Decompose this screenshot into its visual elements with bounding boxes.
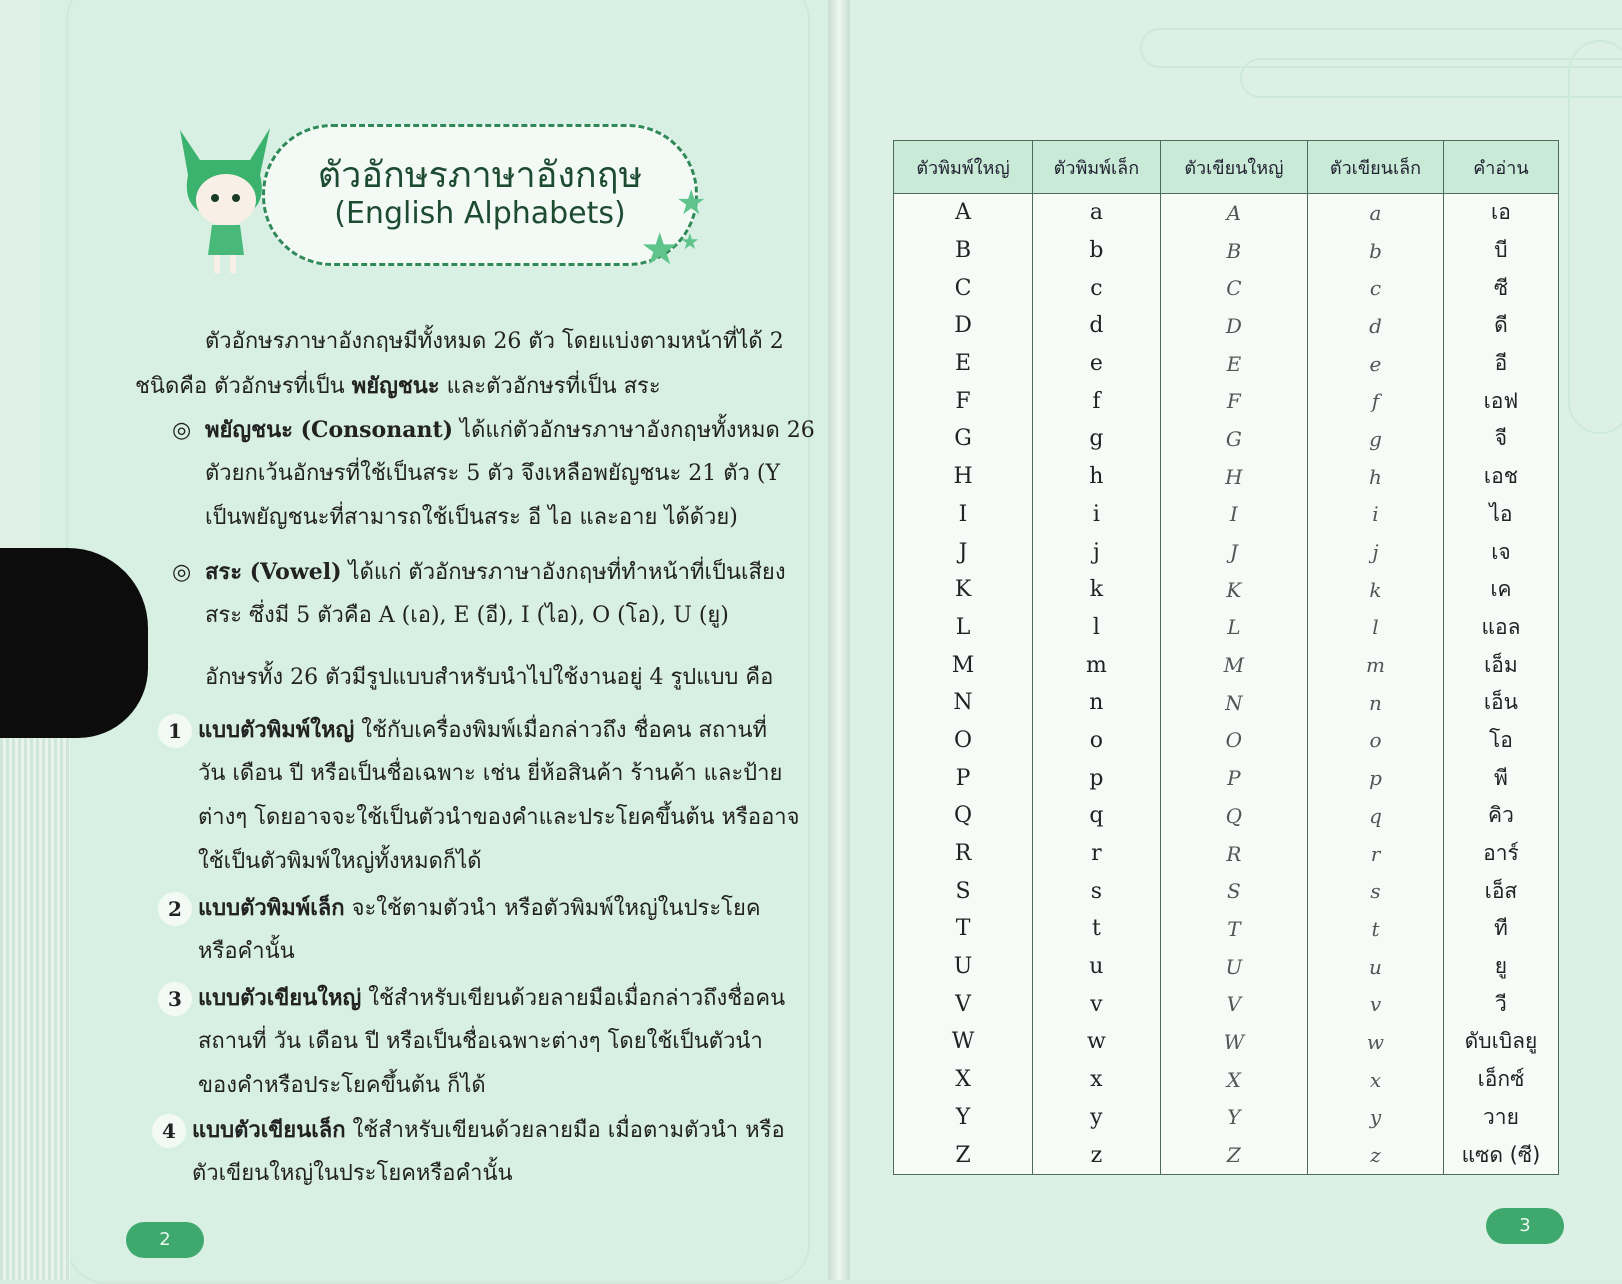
- item-text: ใช้สำหรับเขียนด้วยลายมือเมื่อกล่าวถึงชื่อคน: [361, 986, 786, 1011]
- cell-reading: เอ็ส: [1443, 872, 1558, 910]
- cell-lower-script: m: [1308, 646, 1444, 684]
- cell-lower-script: d: [1308, 307, 1444, 345]
- cell-lower-script: v: [1308, 985, 1444, 1023]
- cell-reading: เอ็น: [1443, 684, 1558, 722]
- cell-reading: ซี: [1443, 269, 1558, 307]
- alphabet-table: [893, 140, 1559, 1175]
- intro-text: ชนิดคือ ตัวอักษรที่เป็น: [135, 374, 352, 399]
- cell-upper-script: B: [1160, 232, 1307, 270]
- cell-reading: เจ: [1443, 533, 1558, 571]
- cell-upper-print: M: [894, 646, 1033, 684]
- table-row: [894, 496, 1559, 534]
- cell-upper-script: X: [1160, 1061, 1307, 1099]
- table-row: [894, 1061, 1559, 1099]
- cell-reading: เอ็กซ์: [1443, 1061, 1558, 1099]
- table-row: [894, 345, 1559, 383]
- cell-reading: บี: [1443, 232, 1558, 270]
- item-line: ของคำหรือประโยคขึ้นต้น ก็ได้: [198, 1073, 486, 1098]
- cell-reading: เอ็ม: [1443, 646, 1558, 684]
- cell-upper-script: F: [1160, 382, 1307, 420]
- cell-upper-print: O: [894, 722, 1033, 760]
- book-gutter: [828, 0, 850, 1280]
- cell-lower-print: k: [1033, 571, 1161, 609]
- vowel-text: ได้แก่ ตัวอักษรภาษาอังกฤษที่ทำหน้าที่เป็นเสียง: [341, 560, 786, 585]
- item-line: [198, 976, 785, 1021]
- cell-lower-print: l: [1033, 609, 1161, 647]
- cell-lower-script: s: [1308, 872, 1444, 910]
- cell-lower-script: n: [1308, 684, 1444, 722]
- item-label: แบบตัวพิมพ์ใหญ่: [198, 717, 355, 743]
- star-icon: ★: [640, 224, 680, 275]
- cell-upper-script: T: [1160, 910, 1307, 948]
- cell-upper-print: F: [894, 382, 1033, 420]
- cell-lower-print: u: [1033, 948, 1161, 986]
- cell-upper-print: Z: [894, 1136, 1033, 1174]
- cell-upper-script: Q: [1160, 797, 1307, 835]
- cell-lower-print: z: [1033, 1136, 1161, 1174]
- cell-lower-print: w: [1033, 1023, 1161, 1061]
- cell-upper-print: D: [894, 307, 1033, 345]
- cell-upper-print: U: [894, 948, 1033, 986]
- table-row: [894, 1023, 1559, 1061]
- table-header-row: [894, 141, 1559, 194]
- cell-upper-print: V: [894, 985, 1033, 1023]
- cell-upper-print: B: [894, 232, 1033, 270]
- cell-lower-print: n: [1033, 684, 1161, 722]
- item-line: [192, 1108, 785, 1153]
- cell-lower-script: z: [1308, 1136, 1444, 1174]
- cell-lower-print: q: [1033, 797, 1161, 835]
- cell-lower-script: w: [1308, 1023, 1444, 1061]
- cell-upper-script: P: [1160, 759, 1307, 797]
- table-row: [894, 307, 1559, 345]
- cell-reading: อาร์: [1443, 835, 1558, 873]
- item-line: วัน เดือน ปี หรือเป็นชื่อเฉพาะ เช่น ยี่ห้อสินค้า ร้านค้า และป้าย: [198, 761, 783, 786]
- item-line: ตัวเขียนใหญ่ในประโยคหรือคำนั้น: [192, 1161, 513, 1186]
- item-line: สถานที่ วัน เดือน ปี หรือเป็นชื่อเฉพาะต่างๆ โดยใช้เป็นตัวนำ: [198, 1029, 763, 1054]
- cell-lower-script: a: [1308, 194, 1444, 232]
- bullseye-icon: ◎: [172, 418, 192, 443]
- cell-reading: จี: [1443, 420, 1558, 458]
- cell-upper-print: E: [894, 345, 1033, 383]
- page-number-left: 2: [126, 1222, 204, 1258]
- cell-lower-print: x: [1033, 1061, 1161, 1099]
- vowel-line: สระ ซึ่งมี 5 ตัวคือ A (เอ), E (อี), I (ไอ), O (โอ), U (ยู): [205, 603, 729, 628]
- cell-lower-print: g: [1033, 420, 1161, 458]
- cell-upper-print: A: [894, 194, 1033, 232]
- cell-lower-print: d: [1033, 307, 1161, 345]
- star-icon: ★: [676, 183, 707, 223]
- cell-upper-script: D: [1160, 307, 1307, 345]
- star-icon: ★: [680, 230, 700, 255]
- decorative-line: [1568, 40, 1622, 434]
- cell-lower-print: a: [1033, 194, 1161, 232]
- cell-upper-script: K: [1160, 571, 1307, 609]
- cell-lower-print: t: [1033, 910, 1161, 948]
- cell-upper-script: C: [1160, 269, 1307, 307]
- cell-upper-print: G: [894, 420, 1033, 458]
- cell-reading: วาย: [1443, 1099, 1558, 1137]
- cell-reading: เอช: [1443, 458, 1558, 496]
- forms-intro: อักษรทั้ง 26 ตัวมีรูปแบบสำหรับนำไปใช้งานอยู่ 4 รูปแบบ คือ: [205, 665, 774, 690]
- item-number: 1: [158, 714, 192, 748]
- cell-lower-script: l: [1308, 609, 1444, 647]
- consonant-line: [205, 408, 815, 453]
- cell-lower-print: h: [1033, 458, 1161, 496]
- cell-lower-print: j: [1033, 533, 1161, 571]
- cell-upper-print: L: [894, 609, 1033, 647]
- cell-lower-print: r: [1033, 835, 1161, 873]
- cell-lower-print: i: [1033, 496, 1161, 534]
- cell-upper-script: G: [1160, 420, 1307, 458]
- cell-lower-print: p: [1033, 759, 1161, 797]
- col-header-lower-script: ตัวเขียนเล็ก: [1308, 141, 1444, 194]
- cell-reading: เค: [1443, 571, 1558, 609]
- table-row: [894, 571, 1559, 609]
- col-header-lower-print: ตัวพิมพ์เล็ก: [1033, 141, 1161, 194]
- table-row: [894, 872, 1559, 910]
- cell-lower-print: b: [1033, 232, 1161, 270]
- col-header-upper-script: ตัวเขียนใหญ่: [1160, 141, 1307, 194]
- cell-upper-script: O: [1160, 722, 1307, 760]
- cell-lower-script: y: [1308, 1099, 1444, 1137]
- item-line: [198, 708, 767, 753]
- col-header-reading: คำอ่าน: [1443, 141, 1558, 194]
- cell-lower-script: b: [1308, 232, 1444, 270]
- cell-upper-print: Y: [894, 1099, 1033, 1137]
- cell-upper-script: I: [1160, 496, 1307, 534]
- item-line: [198, 886, 761, 931]
- table-row: [894, 797, 1559, 835]
- page-subtitle: (English Alphabets): [334, 196, 626, 231]
- cell-reading: โอ: [1443, 722, 1558, 760]
- cell-reading: ดี: [1443, 307, 1558, 345]
- table-row: [894, 948, 1559, 986]
- cell-lower-script: h: [1308, 458, 1444, 496]
- cell-lower-print: e: [1033, 345, 1161, 383]
- vowel-label: สระ (Vowel): [205, 559, 342, 585]
- table-row: [894, 759, 1559, 797]
- cell-reading: เอ: [1443, 194, 1558, 232]
- cell-lower-script: k: [1308, 571, 1444, 609]
- cell-lower-print: c: [1033, 269, 1161, 307]
- cell-upper-script: Z: [1160, 1136, 1307, 1174]
- item-number: 3: [158, 982, 192, 1016]
- cell-upper-print: J: [894, 533, 1033, 571]
- cell-reading: คิว: [1443, 797, 1558, 835]
- table-row: [894, 382, 1559, 420]
- cell-upper-script: A: [1160, 194, 1307, 232]
- cell-upper-script: E: [1160, 345, 1307, 383]
- item-number: 2: [158, 892, 192, 926]
- table-row: [894, 835, 1559, 873]
- cell-lower-script: j: [1308, 533, 1444, 571]
- cell-upper-script: U: [1160, 948, 1307, 986]
- cell-lower-script: c: [1308, 269, 1444, 307]
- thumb-holding-book: [0, 548, 148, 738]
- item-line: ใช้เป็นตัวพิมพ์ใหญ่ทั้งหมดก็ได้: [198, 849, 482, 874]
- cell-lower-script: u: [1308, 948, 1444, 986]
- cell-lower-script: e: [1308, 345, 1444, 383]
- table-row: [894, 722, 1559, 760]
- cell-lower-script: i: [1308, 496, 1444, 534]
- table-row: [894, 910, 1559, 948]
- table-row: [894, 533, 1559, 571]
- cell-reading: วี: [1443, 985, 1558, 1023]
- cell-lower-print: y: [1033, 1099, 1161, 1137]
- cell-lower-print: f: [1033, 382, 1161, 420]
- cell-lower-script: g: [1308, 420, 1444, 458]
- cell-lower-script: r: [1308, 835, 1444, 873]
- item-text: จะใช้ตามตัวนำ หรือตัวพิมพ์ใหญ่ในประโยค: [344, 896, 761, 921]
- consonant-text: ได้แก่ตัวอักษรภาษาอังกฤษทั้งหมด 26: [453, 418, 815, 443]
- cell-upper-script: W: [1160, 1023, 1307, 1061]
- item-number: 4: [152, 1114, 186, 1148]
- cell-reading: พี: [1443, 759, 1558, 797]
- item-line: หรือคำนั้น: [198, 939, 295, 964]
- table-row: [894, 646, 1559, 684]
- cell-reading: แอล: [1443, 609, 1558, 647]
- cell-upper-script: N: [1160, 684, 1307, 722]
- cell-upper-print: Q: [894, 797, 1033, 835]
- item-text: ใช้กับเครื่องพิมพ์เมื่อกล่าวถึง ชื่อคน สถานที่: [354, 718, 768, 743]
- table-row: [894, 684, 1559, 722]
- cell-reading: ที: [1443, 910, 1558, 948]
- table-row: [894, 420, 1559, 458]
- table-row: [894, 232, 1559, 270]
- cell-reading: แซด (ซี): [1443, 1136, 1558, 1174]
- table-row: [894, 1099, 1559, 1137]
- cell-upper-print: T: [894, 910, 1033, 948]
- cell-lower-script: o: [1308, 722, 1444, 760]
- consonant-line: ตัวยกเว้นอักษรที่ใช้เป็นสระ 5 ตัว จึงเหลือพยัญชนะ 21 ตัว (Y: [205, 461, 780, 486]
- cell-reading: เอฟ: [1443, 382, 1558, 420]
- cell-upper-print: N: [894, 684, 1033, 722]
- cell-lower-print: m: [1033, 646, 1161, 684]
- table-row: [894, 1136, 1559, 1174]
- cell-lower-print: o: [1033, 722, 1161, 760]
- cell-upper-script: M: [1160, 646, 1307, 684]
- consonant-line: เป็นพยัญชนะที่สามารถใช้เป็นสระ อี ไอ และอาย ได้ด้วย): [205, 505, 738, 530]
- cell-upper-script: V: [1160, 985, 1307, 1023]
- cell-upper-script: R: [1160, 835, 1307, 873]
- decorative-line: [1140, 28, 1622, 68]
- intro-bold: พยัญชนะ: [351, 373, 440, 399]
- intro-line: [135, 364, 661, 409]
- cell-upper-script: S: [1160, 872, 1307, 910]
- cell-upper-print: W: [894, 1023, 1033, 1061]
- consonant-label: พยัญชนะ (Consonant): [205, 417, 454, 443]
- page-title: ตัวอักษรภาษาอังกฤษ: [317, 155, 643, 196]
- cell-lower-script: q: [1308, 797, 1444, 835]
- intro-text: และตัวอักษรที่เป็น สระ: [439, 374, 661, 399]
- table-row: [894, 269, 1559, 307]
- vowel-line: [205, 550, 786, 595]
- table-row: [894, 458, 1559, 496]
- cell-upper-print: K: [894, 571, 1033, 609]
- item-label: แบบตัวเขียนเล็ก: [192, 1117, 346, 1143]
- cell-upper-print: X: [894, 1061, 1033, 1099]
- col-header-upper-print: ตัวพิมพ์ใหญ่: [894, 141, 1033, 194]
- item-label: แบบตัวเขียนใหญ่: [198, 985, 362, 1011]
- cell-reading: ไอ: [1443, 496, 1558, 534]
- item-line: ต่างๆ โดยอาจจะใช้เป็นตัวนำของคำและประโยคขึ้นต้น หรืออาจ: [198, 805, 800, 830]
- cell-upper-print: C: [894, 269, 1033, 307]
- cell-upper-print: I: [894, 496, 1033, 534]
- table-row: [894, 194, 1559, 232]
- item-text: ใช้สำหรับเขียนด้วยลายมือ เมื่อตามตัวนำ หรือ: [345, 1118, 785, 1143]
- table-row: [894, 609, 1559, 647]
- cell-lower-script: p: [1308, 759, 1444, 797]
- cell-reading: ดับเบิลยู: [1443, 1023, 1558, 1061]
- cell-upper-print: P: [894, 759, 1033, 797]
- cell-upper-print: H: [894, 458, 1033, 496]
- cell-upper-print: S: [894, 872, 1033, 910]
- page-number-right: 3: [1486, 1208, 1564, 1244]
- cell-reading: อี: [1443, 345, 1558, 383]
- table-row: [894, 985, 1559, 1023]
- cell-upper-script: L: [1160, 609, 1307, 647]
- cell-lower-script: x: [1308, 1061, 1444, 1099]
- cell-upper-script: H: [1160, 458, 1307, 496]
- cell-reading: ยู: [1443, 948, 1558, 986]
- item-label: แบบตัวพิมพ์เล็ก: [198, 895, 345, 921]
- bullseye-icon: ◎: [172, 560, 192, 585]
- intro-line: ตัวอักษรภาษาอังกฤษมีทั้งหมด 26 ตัว โดยแบ่งตามหน้าที่ได้ 2: [205, 329, 784, 354]
- cell-lower-script: f: [1308, 382, 1444, 420]
- cell-upper-script: J: [1160, 533, 1307, 571]
- table-body: [894, 194, 1559, 1175]
- cell-upper-script: Y: [1160, 1099, 1307, 1137]
- cell-lower-script: t: [1308, 910, 1444, 948]
- cell-lower-print: v: [1033, 985, 1161, 1023]
- cell-upper-print: R: [894, 835, 1033, 873]
- cell-lower-print: s: [1033, 872, 1161, 910]
